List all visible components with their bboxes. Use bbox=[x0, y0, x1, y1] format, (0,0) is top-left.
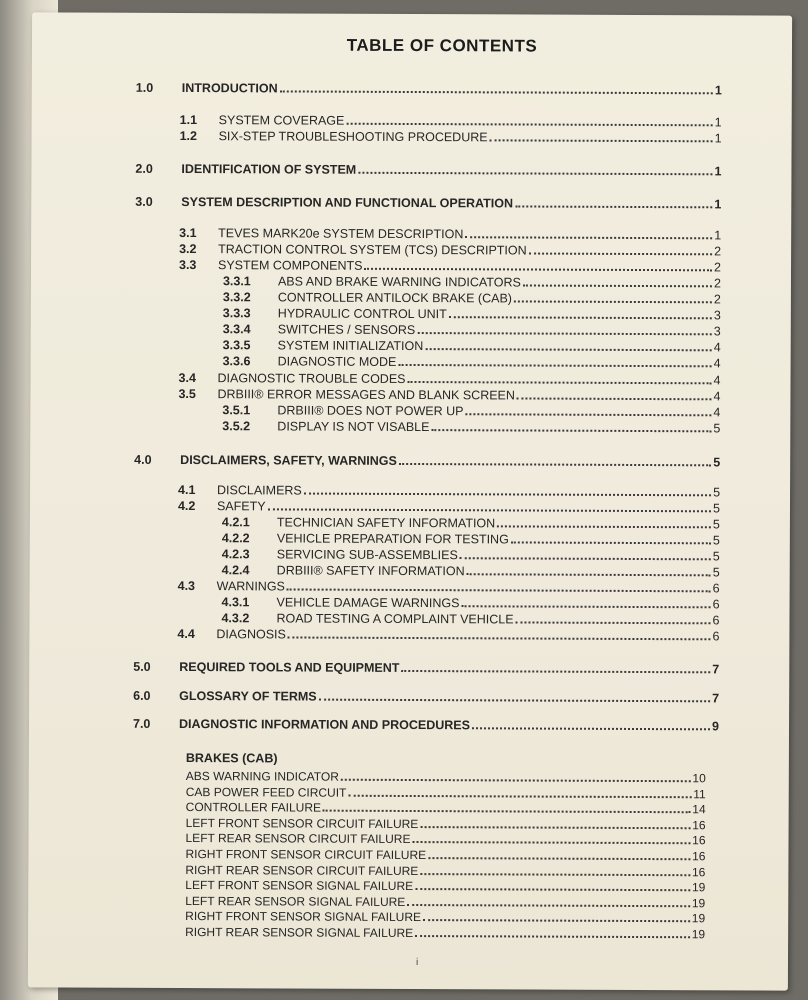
toc-entry-page: 6 bbox=[712, 581, 720, 596]
brakes-entry bbox=[185, 909, 705, 925]
toc-entry-page: 5 bbox=[712, 501, 721, 516]
dot-leader bbox=[288, 636, 711, 640]
toc-entry-page: 1 bbox=[714, 83, 722, 98]
dot-leader bbox=[516, 621, 711, 624]
toc-entry-page: 5 bbox=[712, 517, 720, 532]
dot-leader bbox=[465, 413, 711, 416]
toc-entry-page: 5 bbox=[712, 565, 720, 580]
toc-entry-page: 6 bbox=[712, 613, 720, 628]
dot-leader bbox=[399, 463, 711, 466]
dot-leader bbox=[417, 332, 712, 335]
toc-entry bbox=[178, 386, 721, 404]
toc-entry bbox=[178, 482, 721, 500]
brakes-entry-label: LEFT FRONT SENSOR CIRCUIT FAILURE bbox=[185, 815, 419, 831]
toc-entry bbox=[133, 659, 720, 677]
toc-entry-page: 7 bbox=[712, 662, 720, 677]
toc-entry-number: 4.3.2 bbox=[221, 611, 250, 626]
toc-entry-page: 5 bbox=[713, 455, 721, 470]
toc-entry-label: WARNINGS bbox=[216, 579, 285, 594]
toc-entry bbox=[177, 498, 721, 516]
brakes-entry-label: CAB POWER FEED CIRCUIT bbox=[185, 784, 347, 800]
toc-entry-number: 3.5.2 bbox=[222, 419, 251, 434]
page-title: TABLE OF CONTENTS bbox=[346, 35, 538, 56]
toc-entry-number: 5.0 bbox=[133, 659, 151, 674]
toc-entry-number: 3.3.1 bbox=[222, 274, 251, 289]
toc-entry-page: 2 bbox=[714, 244, 722, 259]
toc-entry-number: 4.2.3 bbox=[221, 547, 250, 562]
toc-entry-number: 1.0 bbox=[135, 80, 154, 95]
toc-entry-number: 4.2.4 bbox=[221, 563, 250, 578]
dot-leader bbox=[346, 123, 712, 127]
dot-leader bbox=[398, 364, 711, 367]
dot-leader bbox=[431, 429, 711, 432]
toc-entry-number: 3.5 bbox=[178, 386, 196, 402]
toc-entry-label: VEHICLE DAMAGE WARNINGS bbox=[276, 595, 460, 611]
toc-entry-number: 7.0 bbox=[132, 716, 151, 731]
toc-entry bbox=[179, 128, 722, 146]
toc-entry-page: 7 bbox=[712, 691, 720, 706]
dot-leader bbox=[511, 541, 711, 544]
brakes-entry-page: 19 bbox=[691, 927, 706, 942]
dot-leader bbox=[425, 348, 711, 351]
dot-leader bbox=[497, 525, 711, 528]
toc-entry-label: TECHNICIAN SAFETY INFORMATION bbox=[276, 515, 496, 531]
toc-entry bbox=[177, 578, 720, 596]
toc-entry bbox=[134, 452, 721, 470]
toc-entry-number: 4.3.1 bbox=[221, 595, 250, 610]
toc-entry-label: SWITCHES / SENSORS bbox=[277, 322, 416, 338]
toc-entry-label: DRBIII® DOES NOT POWER UP bbox=[277, 403, 464, 419]
dot-leader bbox=[465, 236, 712, 239]
toc-entry-label: SYSTEM INITIALIZATION bbox=[277, 338, 424, 354]
toc-entry-label: TEVES MARK20e SYSTEM DESCRIPTION bbox=[218, 226, 464, 242]
dot-leader bbox=[449, 316, 712, 319]
toc-entry-label: VEHICLE PREPARATION FOR TESTING bbox=[276, 531, 509, 547]
brakes-entry-page: 11 bbox=[693, 786, 706, 801]
brakes-entry-label: LEFT REAR SENSOR SIGNAL FAILURE bbox=[185, 893, 406, 909]
dot-leader bbox=[304, 493, 711, 497]
toc-entry-number: 2.0 bbox=[135, 161, 153, 176]
toc-entry bbox=[222, 274, 721, 291]
toc-entry-label: SYSTEM COMPONENTS bbox=[217, 258, 363, 273]
brakes-entry-page: 16 bbox=[692, 818, 706, 833]
page-number-footer: i bbox=[415, 957, 419, 969]
brakes-entry-label: ABS WARNING INDICATOR bbox=[185, 769, 339, 784]
toc-entry-page: 3 bbox=[713, 324, 721, 339]
toc-entry-label: INTRODUCTION bbox=[181, 81, 278, 96]
dot-leader bbox=[415, 888, 690, 891]
toc-entry-page: 6 bbox=[712, 629, 720, 644]
toc-entry bbox=[178, 257, 722, 275]
toc-entry-number: 3.0 bbox=[135, 194, 153, 209]
brakes-entry bbox=[185, 847, 705, 863]
dot-leader bbox=[490, 139, 713, 142]
toc-entry-page: 2 bbox=[714, 260, 722, 275]
brakes-entry-label: RIGHT FRONT SENSOR SIGNAL FAILURE bbox=[185, 909, 422, 925]
toc-entry bbox=[177, 626, 720, 644]
toc-entry bbox=[135, 80, 722, 98]
toc-entry bbox=[222, 403, 721, 420]
brakes-entry-label: LEFT FRONT SENSOR SIGNAL FAILURE bbox=[185, 878, 414, 894]
toc-entry bbox=[179, 112, 722, 130]
toc-entry-number: 3.3.6 bbox=[222, 354, 251, 369]
toc-entry-number: 3.3.5 bbox=[222, 338, 251, 353]
toc-entry-number: 4.4 bbox=[177, 626, 195, 642]
toc-entry bbox=[132, 716, 720, 734]
toc-entry bbox=[178, 370, 721, 388]
toc-entry bbox=[222, 290, 721, 307]
toc-entry bbox=[222, 419, 721, 436]
toc-entry-page: 6 bbox=[712, 597, 720, 612]
dot-leader bbox=[529, 253, 712, 256]
toc-entry-number: 3.3 bbox=[178, 257, 197, 273]
toc-entry-label: HYDRAULIC CONTROL UNIT bbox=[277, 306, 447, 322]
toc-entry-page: 1 bbox=[714, 164, 722, 179]
toc-entry-number: 4.2.2 bbox=[221, 531, 250, 546]
toc-entry bbox=[221, 547, 720, 564]
brakes-entry bbox=[186, 800, 706, 816]
toc-entry-label: SERVICING SUB-ASSEMBLIES bbox=[276, 547, 458, 563]
dot-leader bbox=[319, 699, 711, 703]
toc-entry-page: 1 bbox=[714, 197, 722, 212]
dot-leader bbox=[323, 810, 690, 814]
toc-entry-page: 4 bbox=[713, 340, 721, 355]
toc-entry-label: SAFETY bbox=[216, 499, 266, 514]
toc-entry-label: TRACTION CONTROL SYSTEM (TCS) DESCRIPTION bbox=[218, 242, 527, 258]
toc-entry-number: 3.1 bbox=[179, 225, 197, 241]
dot-leader bbox=[523, 284, 712, 287]
toc-entry-page: 5 bbox=[713, 485, 721, 500]
toc-entry-page: 4 bbox=[713, 356, 721, 371]
toc-entry-page: 5 bbox=[713, 421, 721, 436]
brakes-entry-label: CONTROLLER FAILURE bbox=[185, 800, 322, 815]
toc-entry-page: 5 bbox=[712, 533, 720, 548]
toc-entry-page: 4 bbox=[713, 373, 721, 388]
dot-leader bbox=[280, 90, 713, 94]
toc-entry-page: 1 bbox=[714, 115, 722, 130]
toc-entry bbox=[221, 595, 720, 612]
brakes-entry bbox=[185, 863, 705, 879]
brakes-entry-label: RIGHT REAR SENSOR SIGNAL FAILURE bbox=[185, 925, 414, 941]
brakes-entry bbox=[185, 894, 705, 910]
brakes-subheading: BRAKES (CAB) bbox=[185, 751, 278, 766]
dot-leader bbox=[364, 268, 712, 272]
dot-leader bbox=[412, 841, 690, 844]
toc-entry bbox=[222, 322, 721, 339]
toc-entry-number: 3.3.2 bbox=[222, 290, 251, 305]
brakes-entry bbox=[186, 769, 706, 785]
brakes-entry bbox=[185, 831, 705, 847]
brakes-entry-page: 16 bbox=[691, 864, 706, 879]
toc-entry bbox=[135, 194, 722, 212]
dot-leader bbox=[358, 172, 712, 176]
brakes-entry bbox=[186, 785, 706, 801]
toc-entry-label: DISCLAIMERS bbox=[217, 483, 302, 498]
dot-leader bbox=[407, 904, 690, 907]
toc-entry-number: 3.3.4 bbox=[222, 322, 251, 337]
toc-entry bbox=[135, 161, 722, 179]
dot-leader bbox=[517, 397, 712, 400]
brakes-entry-label: LEFT REAR SENSOR CIRCUIT FAILURE bbox=[185, 831, 411, 847]
toc-entry-page: 5 bbox=[712, 549, 720, 564]
brakes-entry-page: 16 bbox=[692, 849, 706, 864]
dot-leader bbox=[420, 826, 690, 829]
dot-leader bbox=[408, 381, 712, 384]
dot-leader bbox=[460, 557, 711, 560]
brakes-entry-label: RIGHT REAR SENSOR CIRCUIT FAILURE bbox=[185, 862, 419, 878]
dot-leader bbox=[514, 300, 712, 303]
toc-entry-label: DISCLAIMERS, SAFETY, WARNINGS bbox=[180, 452, 397, 468]
dot-leader bbox=[415, 935, 690, 938]
dot-leader bbox=[401, 670, 710, 673]
toc-entry-label: DIAGNOSTIC INFORMATION AND PROCEDURES bbox=[178, 716, 471, 733]
dot-leader bbox=[423, 919, 690, 922]
toc-entry-label: SYSTEM DESCRIPTION AND FUNCTIONAL OPERATION bbox=[181, 194, 514, 211]
toc-entry-label: ROAD TESTING A COMPLAINT VEHICLE bbox=[276, 611, 514, 627]
toc-entry-label: DIAGNOSTIC MODE bbox=[277, 354, 397, 369]
dot-leader bbox=[420, 873, 690, 876]
dot-leader bbox=[341, 779, 691, 783]
dot-leader bbox=[515, 205, 712, 208]
toc-entry-label: IDENTIFICATION OF SYSTEM bbox=[181, 161, 357, 177]
toc-entry-number: 3.3.3 bbox=[222, 306, 251, 321]
brakes-entry-label: RIGHT FRONT SENSOR CIRCUIT FAILURE bbox=[185, 847, 427, 863]
toc-entry-page: 1 bbox=[714, 131, 722, 146]
dot-leader bbox=[428, 857, 690, 860]
toc-entry bbox=[221, 531, 720, 548]
toc-entry-label: DRBIII® SAFETY INFORMATION bbox=[276, 563, 465, 579]
brakes-entry bbox=[185, 878, 705, 894]
toc-entry bbox=[222, 306, 721, 323]
toc-entry-number: 4.3 bbox=[177, 578, 196, 594]
toc-entry-label: DIAGNOSTIC TROUBLE CODES bbox=[217, 371, 406, 386]
document-page bbox=[28, 12, 792, 990]
toc-entry-page: 3 bbox=[713, 308, 721, 323]
toc-entry-number: 1.1 bbox=[179, 112, 198, 128]
toc-entry-label: DISPLAY IS NOT VISABLE bbox=[277, 419, 430, 435]
toc-entry-page: 2 bbox=[713, 276, 721, 291]
brakes-entry-page: 16 bbox=[692, 833, 706, 848]
toc-entry bbox=[222, 338, 721, 355]
brakes-entry-page: 14 bbox=[692, 802, 706, 817]
toc-entry-page: 4 bbox=[713, 389, 721, 404]
toc-entry-label: CONTROLLER ANTILOCK BRAKE (CAB) bbox=[277, 290, 512, 306]
brakes-entry bbox=[186, 816, 706, 832]
dot-leader bbox=[348, 794, 691, 797]
toc-entry bbox=[179, 225, 722, 243]
toc-entry bbox=[221, 515, 720, 532]
dot-leader bbox=[461, 605, 710, 608]
brakes-entry-page: 19 bbox=[691, 896, 706, 911]
toc-entry-number: 4.1 bbox=[178, 482, 196, 498]
toc-entry-number: 4.2.1 bbox=[221, 515, 250, 530]
toc-entry-number: 4.0 bbox=[134, 452, 152, 467]
toc-entry-label: DIAGNOSIS bbox=[216, 627, 286, 642]
toc-entry bbox=[221, 563, 720, 580]
toc-entry-number: 6.0 bbox=[133, 688, 151, 703]
toc-entry-label: DRBIII® ERROR MESSAGES AND BLANK SCREEN bbox=[217, 387, 515, 403]
brakes-entry bbox=[185, 925, 705, 941]
toc-entry-label: SYSTEM COVERAGE bbox=[218, 113, 345, 128]
toc-entry-number: 3.4 bbox=[178, 370, 196, 386]
toc-entry-label: ABS AND BRAKE WARNING INDICATORS bbox=[277, 274, 521, 290]
dot-leader bbox=[287, 588, 711, 592]
brakes-entry-page: 10 bbox=[692, 771, 706, 786]
dot-leader bbox=[268, 508, 711, 512]
toc-entry-page: 2 bbox=[713, 292, 721, 307]
toc-entry-number: 3.2 bbox=[179, 241, 197, 257]
toc-entry-label: GLOSSARY OF TERMS bbox=[179, 688, 317, 704]
toc-entry bbox=[221, 611, 720, 628]
toc-entry-number: 1.2 bbox=[179, 128, 198, 144]
toc-entry-label: REQUIRED TOOLS AND EQUIPMENT bbox=[179, 659, 400, 675]
toc-entry-number: 4.2 bbox=[177, 498, 196, 514]
toc-entry bbox=[133, 688, 720, 706]
toc-entry-page: 9 bbox=[712, 719, 720, 734]
toc-entry bbox=[222, 354, 721, 371]
toc-entry bbox=[179, 241, 722, 259]
brakes-entry-page: 19 bbox=[691, 880, 706, 895]
toc-entry-number: 3.5.1 bbox=[222, 403, 251, 418]
toc-entry-page: 1 bbox=[714, 228, 722, 243]
toc-entry-page: 4 bbox=[713, 405, 721, 420]
dot-leader bbox=[472, 727, 710, 730]
toc-entry-label: SIX-STEP TROUBLESHOOTING PROCEDURE bbox=[218, 129, 488, 145]
dot-leader bbox=[467, 573, 711, 576]
brakes-entry-page: 19 bbox=[691, 911, 706, 926]
